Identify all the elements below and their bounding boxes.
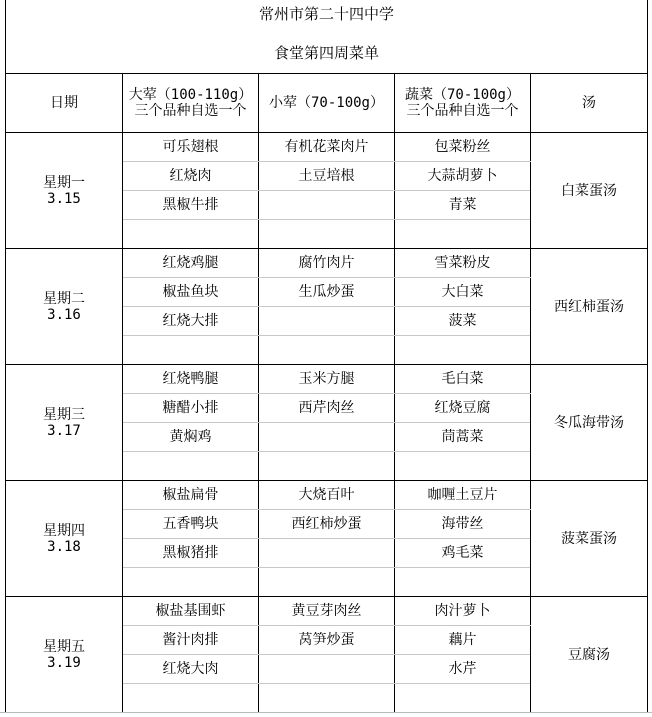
- day-cell: [6, 133, 123, 249]
- big-meat-item: 红烧肉: [123, 162, 259, 191]
- big-meat-item: 椒盐扁骨: [123, 481, 259, 510]
- vegetable-item: 肉汁萝卜: [395, 597, 531, 626]
- big-meat-item: 可乐翅根: [123, 133, 259, 162]
- day-name: 星期二: [43, 290, 85, 307]
- day-date: 3.17: [47, 422, 81, 439]
- table-row: [6, 249, 648, 278]
- big-meat-item: 红烧鸡腿: [123, 249, 259, 278]
- menu-body: [6, 133, 648, 713]
- day-name: 星期四: [43, 522, 85, 539]
- day-name: 星期一: [43, 174, 85, 191]
- table-row: [6, 597, 648, 626]
- vegetable-item: 海带丝: [395, 510, 531, 539]
- vegetable-item: 藕片: [395, 626, 531, 655]
- header-vegetable: [395, 74, 531, 133]
- big-meat-item: [123, 684, 259, 713]
- small-meat-item: [259, 452, 395, 481]
- small-meat-item: [259, 307, 395, 336]
- soup-cell: 白菜蛋汤: [531, 133, 648, 249]
- big-meat-item: 五香鸭块: [123, 510, 259, 539]
- vegetable-item: 雪菜粉皮: [395, 249, 531, 278]
- day-cell: [6, 597, 123, 713]
- small-meat-item: [259, 423, 395, 452]
- vegetable-item: 鸡毛菜: [395, 539, 531, 568]
- soup-cell: 豆腐汤: [531, 597, 648, 713]
- vegetable-item: 菠菜: [395, 307, 531, 336]
- header-big-meat: [123, 74, 259, 133]
- big-meat-item: 红烧大肉: [123, 655, 259, 684]
- table-row: [6, 481, 648, 510]
- vegetable-item: 水芹: [395, 655, 531, 684]
- big-meat-item: 酱汁肉排: [123, 626, 259, 655]
- day-date: 3.15: [47, 190, 81, 207]
- small-meat-item: [259, 539, 395, 568]
- small-meat-item: 西红柿炒蛋: [259, 510, 395, 539]
- small-meat-item: 腐竹肉片: [259, 249, 395, 278]
- vegetable-item: 青菜: [395, 191, 531, 220]
- vegetable-item: [395, 336, 531, 365]
- big-meat-item: 黄焖鸡: [123, 423, 259, 452]
- day-name: 星期三: [43, 406, 85, 423]
- small-meat-item: [259, 220, 395, 249]
- vegetable-item: 茼蒿菜: [395, 423, 531, 452]
- school-name: 常州市第二十四中学: [258, 5, 394, 23]
- small-meat-item: 有机花菜肉片: [259, 133, 395, 162]
- vegetable-item: 咖喱土豆片: [395, 481, 531, 510]
- day-date: 3.18: [47, 538, 81, 555]
- header-small-meat: [259, 74, 395, 133]
- vegetable-item: 毛白菜: [395, 365, 531, 394]
- table-row: [6, 365, 648, 394]
- big-meat-item: 糖醋小排: [123, 394, 259, 423]
- vegetable-item: [395, 452, 531, 481]
- vegetable-item: 大白菜: [395, 278, 531, 307]
- table-row: [6, 133, 648, 162]
- header-big-meat-line1: 大荤（100-110g）: [128, 87, 253, 103]
- soup-cell: 菠菜蛋汤: [531, 481, 648, 597]
- big-meat-item: [123, 452, 259, 481]
- header-big-meat-line2: 三个品种自选一个: [134, 103, 247, 119]
- header-vegetable-line2: 三个品种自选一个: [406, 103, 519, 119]
- vegetable-item: [395, 220, 531, 249]
- small-meat-item: [259, 568, 395, 597]
- soup-cell: 冬瓜海带汤: [531, 365, 648, 481]
- big-meat-item: [123, 220, 259, 249]
- big-meat-item: [123, 336, 259, 365]
- day-cell: [6, 365, 123, 481]
- vegetable-item: [395, 568, 531, 597]
- big-meat-item: 黑椒猪排: [123, 539, 259, 568]
- vegetable-item: 包菜粉丝: [395, 133, 531, 162]
- day-date: 3.16: [47, 306, 81, 323]
- menu-title: 食堂第四周菜单: [273, 44, 379, 62]
- header-vegetable-line1: 蔬菜（70-100g）: [404, 87, 520, 103]
- small-meat-item: 西芹肉丝: [259, 394, 395, 423]
- small-meat-item: 大烧百叶: [259, 481, 395, 510]
- small-meat-item: [259, 684, 395, 713]
- small-meat-item: 生瓜炒蛋: [259, 278, 395, 307]
- day-cell: [6, 481, 123, 597]
- vegetable-item: [395, 684, 531, 713]
- small-meat-item: 黄豆芽肉丝: [259, 597, 395, 626]
- header-row: [6, 74, 648, 133]
- header-small-meat-label: 小荤（70-100g）: [268, 95, 384, 111]
- small-meat-item: 玉米方腿: [259, 365, 395, 394]
- small-meat-item: [259, 655, 395, 684]
- big-meat-item: 椒盐基围虾: [123, 597, 259, 626]
- small-meat-item: 莴笋炒蛋: [259, 626, 395, 655]
- small-meat-item: [259, 191, 395, 220]
- big-meat-item: 黑椒牛排: [123, 191, 259, 220]
- big-meat-item: 椒盐鱼块: [123, 278, 259, 307]
- day-cell: [6, 249, 123, 365]
- header-date: 日期: [6, 74, 123, 133]
- vegetable-item: 大蒜胡萝卜: [395, 162, 531, 191]
- vegetable-item: 红烧豆腐: [395, 394, 531, 423]
- big-meat-item: [123, 568, 259, 597]
- small-meat-item: [259, 336, 395, 365]
- title-area: [5, 0, 648, 73]
- sheet-bottom-line: [0, 712, 652, 713]
- menu-table: [5, 73, 648, 713]
- header-soup: 汤: [531, 74, 648, 133]
- big-meat-item: 红烧大排: [123, 307, 259, 336]
- small-meat-item: 土豆培根: [259, 162, 395, 191]
- day-name: 星期五: [43, 638, 85, 655]
- big-meat-item: 红烧鸭腿: [123, 365, 259, 394]
- day-date: 3.19: [47, 654, 81, 671]
- soup-cell: 西红柿蛋汤: [531, 249, 648, 365]
